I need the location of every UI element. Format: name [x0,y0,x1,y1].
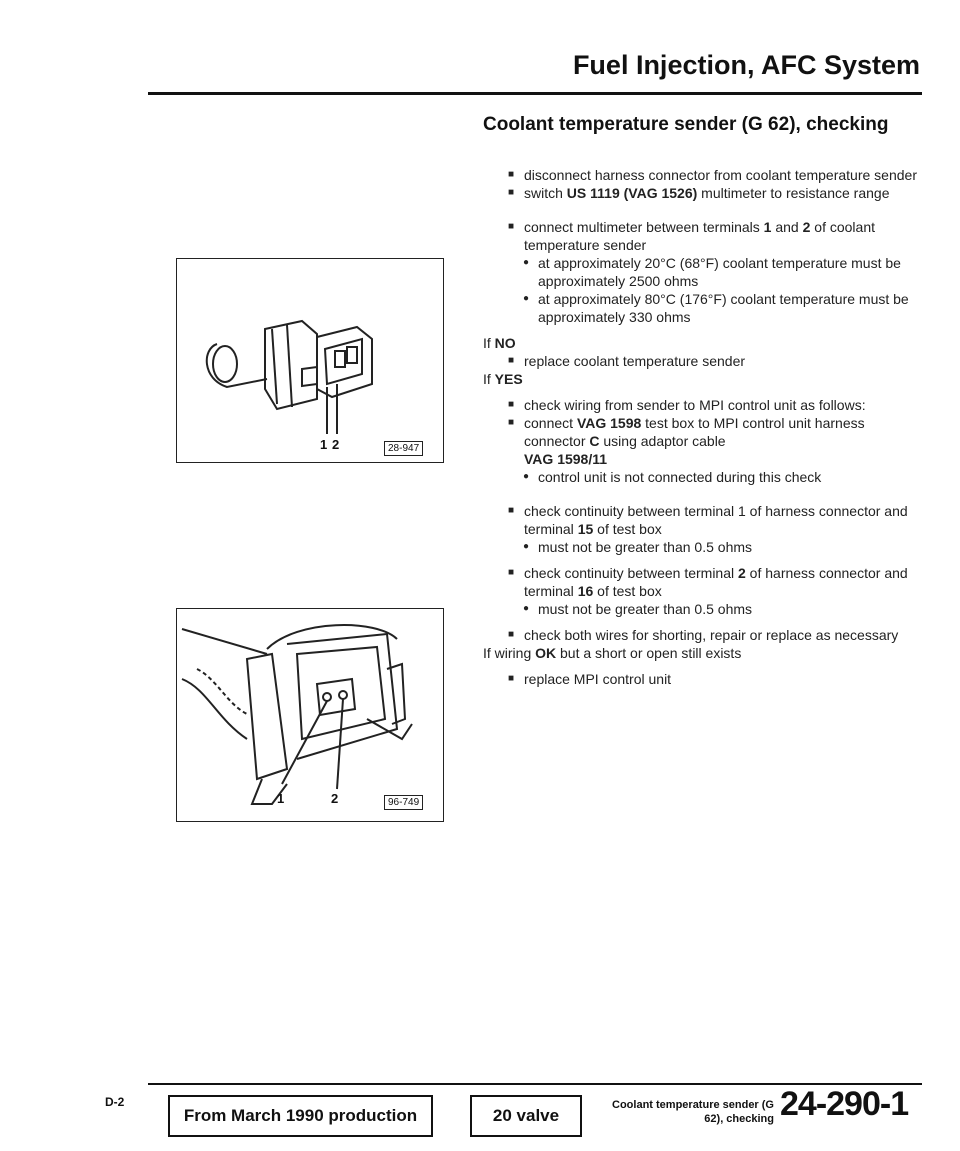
figure-sender [176,258,444,463]
figure-2-id: 96-749 [384,795,423,810]
step-continuity-terminal-2: ■ check continuity between terminal 2 of harness connector and terminal 16 of test box [508,564,918,600]
spec-continuity-2: ● must not be greater than 0.5 ohms [508,600,918,618]
section-title: Coolant temperature sender (G 62), checking [483,114,889,135]
note-control-unit: ● control unit is not connected during this check [508,468,918,486]
spec-20c: ● at approximately 20°C (68°F) coolant temperature must be approximately 2500 ohms [508,254,918,290]
procedure-content [483,166,918,688]
footer-caption: Coolant temperature sender (G 62), checking [612,1099,774,1125]
valve-box: 20 valve [470,1095,582,1137]
connector-illustration [177,609,442,820]
step-check-wiring: ■ check wiring from sender to MPI control unit as follows: [508,396,918,414]
step-connect-multimeter: ■ connect multimeter between terminals 1 and 2 of coolant temperature sender [508,218,918,254]
condition-no: If NO [483,335,516,351]
page-number: 24-290-1 [780,1085,909,1123]
production-box: From March 1990 production [168,1095,433,1137]
step-check-shorting: ■ check both wires for shorting, repair or replace as necessary [508,626,918,644]
page-code: D-2 [105,1095,125,1109]
figure-harness-connector [176,608,444,822]
step-switch-multimeter: ■ switch US 1119 (VAG 1526) multimeter to resistance range [508,184,918,202]
step-replace-control-unit: ■ replace MPI control unit [508,670,918,688]
terminal-1-label: 1 [277,791,285,806]
step-connect-test-box: ■ connect VAG 1598 test box to MPI control unit harness connector C using adaptor cable VAG 1598/11 [508,414,918,468]
step-replace-sender: ■ replace coolant temperature sender [508,352,918,370]
figure-1-id: 28-947 [384,441,423,456]
terminal-1-label: 1 [320,437,328,452]
page-header-title: Fuel Injection, AFC System [572,50,920,80]
spec-80c: ● at approximately 80°C (176°F) coolant temperature must be approximately 330 ohms [508,290,918,326]
step-disconnect: ■ disconnect harness connector from coolant temperature sender [508,166,918,184]
step-continuity-terminal-1: ■ check continuity between terminal 1 of harness connector and terminal 15 of test box [508,502,918,538]
terminal-2-label: 2 [331,791,339,806]
sender-illustration [177,259,442,461]
condition-yes: If YES [483,371,523,387]
spec-continuity-1: ● must not be greater than 0.5 ohms [508,538,918,556]
condition-ok: If wiring OK but a short or open still exists [483,645,742,661]
terminal-2-label: 2 [332,437,340,452]
header-rule [148,92,922,95]
